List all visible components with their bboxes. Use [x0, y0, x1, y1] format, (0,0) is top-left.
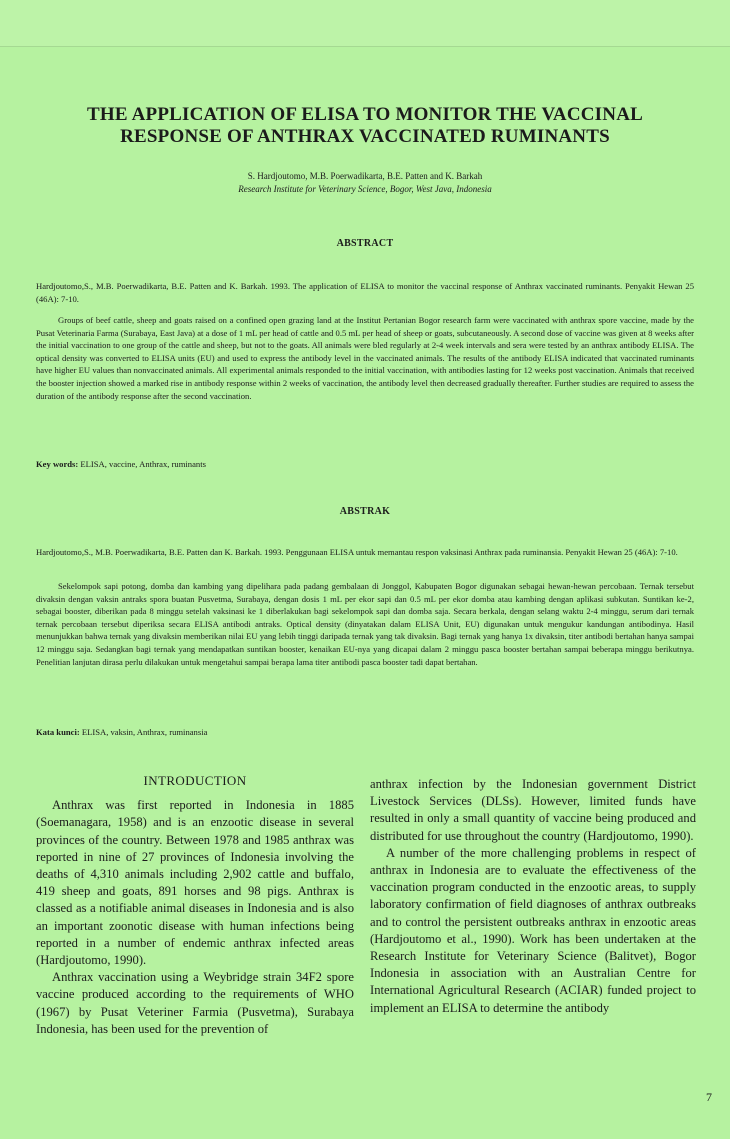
abstract-body: Groups of beef cattle, sheep and goats raised on a confined open grazing land at the Institut Pertanian Bogor research farm were vaccinated with anthrax spore vaccine, made by the Pusat Veterinaria Farma (Surabaya, East Java) at a dose of 1 mL per head of cattle and 0.5 mL per head of sheep or goats, subcutaneously. A second dose of vaccine was given at 8 weeks after the initial vaccination to one group of the cattle and sheep, but not to the goats. All animals were bled regularly at 2-4 week intervals and sera were tested by an anthrax antibody ELISA. The optical density was converted to ELISA units (EU) and used to express the antibody level in the vaccinated animals. The results of the antibody ELISA indicated that vaccinated ruminants have higher EU values than nonvaccinated animals. All experimental animals responded to the initial vaccination, with antibodies lasting for 12 weeks post vaccination. Animals that received the booster injection showed a marked rise in antibody response within 2 weeks of vaccination, the antibody level then decreased gradually thereafter. Further studies are required to assess the duration of the antibody response after the second vaccination. [36, 315, 694, 401]
abstract-keywords [36, 458, 694, 470]
intro-paragraph-2: Anthrax vaccination using a Weybridge strain 34F2 spore vaccine produced according to the requirements of WHO (1967) by Pusat Veteriner Farmia (Pusvetma), Surabaya Indonesia, has been used for the prevention of [36, 970, 354, 1036]
authors: S. Hardjoutomo, M.B. Poerwadikarta, B.E. Patten and K. Barkah [247, 171, 483, 181]
left-column [36, 772, 354, 1038]
abstrak-heading: ABSTRAK [339, 506, 391, 517]
keywords-text: ELISA, vaccine, Anthrax, ruminants [80, 459, 206, 469]
intro-paragraph-3: anthrax infection by the Indonesian government District Livestock Services (DLSs). However, limited funds have resulted in only a small quantity of vaccine being produced and distributed for use throughout the country (Hardjoutomo, 1990). [370, 777, 696, 843]
abstract-citation: Hardjoutomo,S., M.B. Poerwadikarta, B.E. Patten and K. Barkah. 1993. The application of ELISA to monitor the vaccinal response of Anthrax vaccinated ruminants. Penyakit Hewan 25 (46A): 7-10. [36, 281, 694, 304]
abstrak-citation: Hardjoutomo,S., M.B. Poerwadikarta, B.E. Patten dan K. Barkah. 1993. Penggunaan ELISA untuk memantau respon vaksinasi Anthrax pada ruminansia. Penyakit Hewan 25 (46A): 7-10. [36, 547, 678, 557]
introduction-heading: INTRODUCTION [143, 773, 247, 788]
abstract-heading: ABSTRACT [336, 238, 394, 249]
right-column [370, 776, 696, 1017]
abstrak-keywords [36, 726, 694, 738]
abstrak-body: Sekelompok sapi potong, domba dan kambing yang dipelihara pada padang gembalaan di Jonggol, Kabupaten Bogor digunakan sebagai hewan-hewan percobaan. Ternak tersebut divaksin dengan vaksin antraks spora buatan Pusvetma, Surabaya, dengan dosis 1 mL per ekor sapi dan 0.5 mL per ekor domba atau kambing dengan aplikasi subkutan. Suntikan ke-2, sebagai booster, diberikan pada 8 minggu setelah vaksinasi ke 1 diberlakukan bagi sekelompok sapi dan domba saja. Secara berkala, dengan selang waktu 2-4 minggu, serum dari ternak ternak percobaan tersebut diperiksa secara ELISA antibodi antraks. Optical density (dinyatakan dalam ELISA Unit, EU) digunakan untuk mengukur kandungan antibodinya. Hasil menunjukkan bahwa ternak yang divaksin memberikan nilai EU yang lebih tinggi daripada ternak yang tak divaksin. Bagi ternak yang hanya 1x divaksin, titer antibodi bertahan hanya sampai 12 minggu saja. Sedangkan bagi ternak yang mendapatkan suntikan booster, kenaikan EU-nya yang dicapai dalam 2 minggu pasca booster bertahan sampai beberapa minggu berikutnya. Penelitian lanjutan dirasa perlu dilakukan untuk mengetahui sampai berapa lama titer antibodi pasca booster tadi dapat bertahan. [36, 581, 694, 667]
institute: Research Institute for Veterinary Science, Bogor, West Java, Indonesia [238, 184, 492, 194]
intro-paragraph-1: Anthrax was first reported in Indonesia in 1885 (Soemanagara, 1958) and is an enzootic disease in several provinces of the country. Between 1978 and 1985 anthrax was reported in nine of 27 provinces of Indonesia involving the deaths of 4,310 animals including 2,902 cattle and buffalo, 419 sheep and goats, 891 horses and 98 pigs. Anthrax is classed as a notifiable animal diseases in Indonesia and is also an important zoonotic disease with human infections being reported in a number of endemic anthrax infected areas (Hardjoutomo, 1990). [36, 798, 354, 968]
kata-kunci-text: ELISA, vaksin, Anthrax, ruminansia [81, 727, 208, 737]
paper-title: THE APPLICATION OF ELISA TO MONITOR THE VACCINAL RESPONSE OF ANTHRAX VACCINATED RUMINANTS [87, 104, 643, 147]
kata-kunci-label: Kata kunci: [36, 727, 80, 737]
keywords-label: Key words: [36, 459, 79, 469]
intro-paragraph-4: A number of the more challenging problems in respect of anthrax in Indonesia are to evaluate the effectiveness of the vaccination program conducted in the enzootic areas, to supply laboratory confirmation of field diagnoses of anthrax outbreaks and to control the persistent outbreaks anthrax in enzootic areas (Hardjoutomo et al., 1990). Work has been undertaken at the Research Institute for Veterinary Science (Balitvet), Bogor Indonesia in association with an Australian Centre for International Agricultural Research (ACIAR) funded project to implement an ELISA to determine the antibody [370, 845, 696, 1015]
page-number: 7 [706, 1090, 712, 1104]
